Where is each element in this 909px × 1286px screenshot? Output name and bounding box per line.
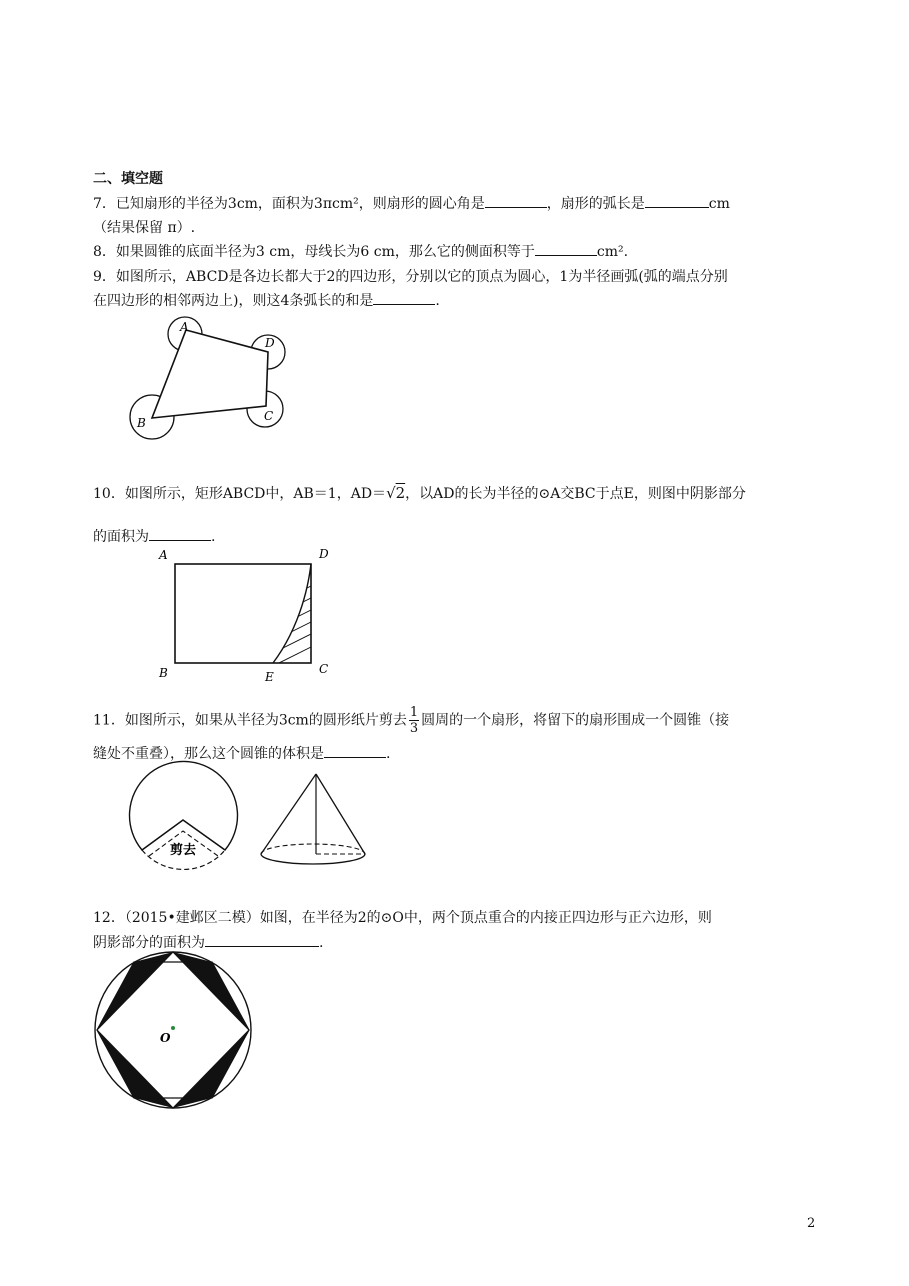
q9-text-b: .: [435, 293, 440, 309]
question-11-line-1: [93, 705, 729, 736]
question-8: [93, 243, 628, 261]
label-a: A: [180, 320, 189, 334]
sqrt-value: 2: [395, 484, 406, 502]
q10-rectangle-figure: [155, 545, 340, 685]
label-b: B: [159, 666, 168, 680]
question-7-line-1: [93, 195, 730, 213]
question-12-line-1: 12．（2015•建邺区二模）如图，在半径为2的⊙O中，两个顶点重合的内接正四边形与正六边形，则: [93, 910, 712, 926]
q11-circle-cut-figure: [125, 768, 240, 868]
sqrt-symbol: √2: [386, 484, 406, 502]
q7-text-c: cm: [708, 196, 730, 212]
center-point: [171, 1026, 175, 1030]
q9-quadrilateral-figure: [120, 310, 290, 445]
question-11-line-2: [93, 745, 390, 763]
label-d: D: [319, 547, 329, 561]
q12-text-b: .: [319, 935, 324, 951]
q12-circle-polygons-figure: [92, 950, 258, 1112]
arc-de: [273, 564, 311, 663]
quadrilateral-abcd: [152, 330, 268, 418]
section-title: 二、填空题: [93, 171, 163, 187]
q10-text-c: 的面积为: [93, 529, 149, 545]
cut-label: 剪去: [170, 843, 197, 858]
question-7-line-2: （结果保留 π）.: [93, 220, 196, 236]
label-c: C: [319, 662, 329, 676]
frac-denominator: 3: [409, 721, 419, 736]
page-number: 2: [807, 1216, 816, 1231]
center-label: O: [160, 1031, 171, 1045]
q8-blank[interactable]: [535, 243, 597, 256]
q12-blank[interactable]: [205, 934, 319, 947]
question-9-line-1: 9．如图所示，ABCD是各边长都大于2的四边形，分别以它的顶点为圆心，1为半径画弧(弧的端点分别: [93, 269, 728, 285]
q10-text-b: ，以AD的长为半径的⊙A交BC于点E，则图中阴影部分: [405, 486, 746, 502]
label-d: D: [265, 336, 275, 350]
q11-cone-figure: [255, 770, 375, 870]
question-10-line-2: [93, 528, 215, 546]
q7-blank-arc[interactable]: [645, 195, 709, 208]
label-c: C: [264, 409, 274, 423]
q10-text-d: .: [211, 529, 216, 545]
q12-text-a: 阴影部分的面积为: [93, 935, 205, 951]
q11-text-a: 11．如图所示，如果从半径为3cm的圆形纸片剪去: [93, 712, 407, 729]
q7-text-b: ，扇形的弧长是: [546, 196, 645, 212]
shaded-region: [265, 567, 325, 670]
q8-text-b: cm².: [596, 244, 629, 260]
q10-text-a: 10．如图所示，矩形ABCD中，AB＝1，AD＝: [93, 486, 387, 502]
q11-text-b: 圆周的一个扇形，将留下的扇形围成一个圆锥（接: [421, 712, 730, 729]
label-e: E: [265, 670, 274, 684]
q11-text-d: .: [386, 746, 391, 762]
cone-left-slant: [261, 774, 316, 854]
question-9-line-2: [93, 292, 440, 310]
cone-base-front: [261, 854, 365, 864]
q9-blank[interactable]: [373, 292, 435, 305]
frac-numerator: 1: [409, 705, 419, 720]
q8-text-a: 8．如果圆锥的底面半径为3 cm，母线长为6 cm，那么它的侧面积等于: [93, 244, 535, 260]
q10-blank[interactable]: [149, 528, 211, 541]
q11-blank[interactable]: [324, 745, 386, 758]
label-a: A: [159, 548, 168, 562]
q7-blank-angle[interactable]: [485, 195, 547, 208]
fraction-one-third: [409, 705, 419, 736]
remaining-sector: [130, 761, 238, 850]
q9-text-a: 在四边形的相邻两边上)，则这4条弧长的和是: [93, 293, 374, 309]
cone-base-back: [261, 844, 365, 854]
q7-text-a: 7．已知扇形的半径为3cm，面积为3πcm²，则扇形的圆心角是: [93, 196, 485, 212]
question-10-line-1: [93, 481, 746, 506]
cone-right-slant: [316, 774, 365, 854]
label-b: B: [137, 416, 146, 430]
q11-text-c: 缝处不重叠），那么这个圆锥的体积是: [93, 746, 324, 762]
rectangle-abcd: [175, 564, 311, 663]
